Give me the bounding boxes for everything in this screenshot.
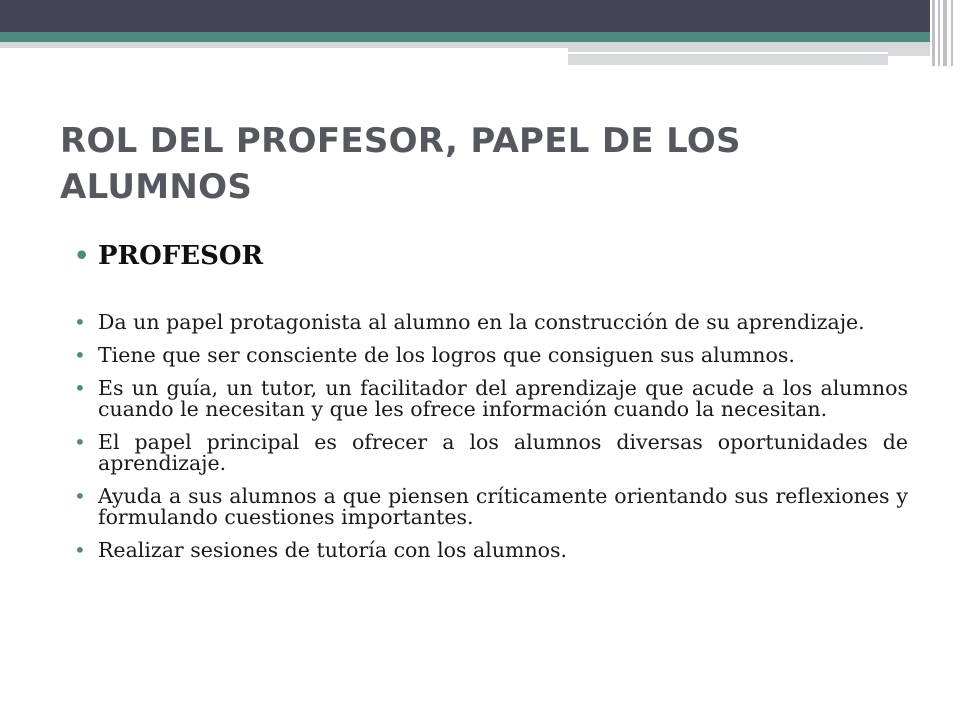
- list-item-text: Da un papel protagonista al alumno en la construcción de su aprendizaje.: [98, 310, 865, 334]
- list-item: [74, 345, 908, 366]
- section-heading: [74, 238, 874, 274]
- bullet-list: [74, 312, 908, 573]
- header-band-dark: [0, 0, 960, 32]
- header-step-decor-lower: [568, 56, 888, 65]
- bullet-marker: •: [74, 484, 86, 508]
- header-band-teal: [0, 32, 960, 42]
- list-item-text: Tiene que ser consciente de los logros que consiguen sus alumnos.: [98, 343, 795, 367]
- slide-title: ROL DEL PROFESOR, PAPEL DE LOS ALUMNOS: [60, 121, 741, 207]
- bullet-marker: •: [74, 538, 86, 562]
- bullet-marker: •: [74, 310, 86, 334]
- list-item-text: Realizar sesiones de tutoría con los alumnos.: [98, 538, 568, 562]
- section-heading-text: PROFESOR: [98, 241, 264, 271]
- list-item: [74, 486, 908, 528]
- header-divider-line: [568, 52, 888, 54]
- header-vertical-bars: [930, 0, 960, 66]
- bullet-marker: •: [74, 343, 86, 367]
- list-item-text: Es un guía, un tutor, un facilitador del aprendizaje que acude a los alumnos cuando le necesitan y que les ofrece información cuando la necesitan.: [98, 376, 908, 421]
- list-item: [74, 432, 908, 474]
- list-item-text: El papel principal es ofrecer a los alumnos diversas oportunidades de aprendizaje.: [98, 430, 908, 475]
- bullet-marker: •: [74, 241, 90, 270]
- list-item: [74, 378, 908, 420]
- bullet-marker: •: [74, 430, 86, 454]
- list-item: [74, 312, 908, 333]
- bullet-marker: •: [74, 376, 86, 400]
- list-item-text: Ayuda a sus alumnos a que piensen críticamente orientando sus reflexiones y formulando cuestiones importantes.: [98, 484, 908, 529]
- list-item: [74, 540, 908, 561]
